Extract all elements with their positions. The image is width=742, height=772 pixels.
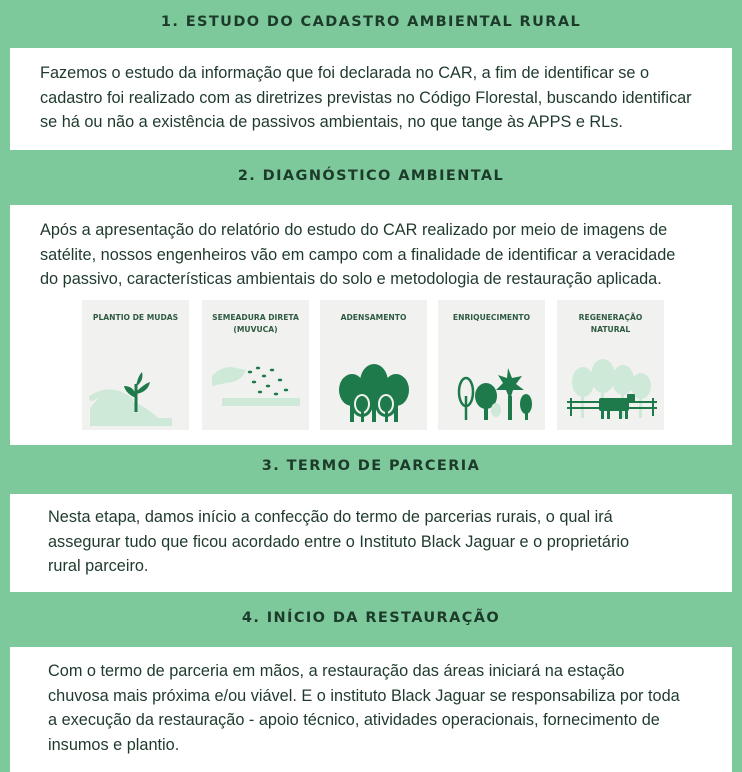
text-line: chuvosa mais próxima e/ou viável. E o instituto Black Jaguar se responsabiliza por toda <box>48 686 680 705</box>
text-line: Fazemos o estudo da informação que foi declarada no CAR, a fim de identificar se o <box>40 64 650 82</box>
natural-regeneration-icon <box>557 346 664 430</box>
text-line: insumos e plantio. <box>48 735 180 754</box>
method-label: ENRIQUECIMENTO <box>452 313 531 322</box>
method-card-enrichment <box>438 300 545 430</box>
densification-trees-icon <box>320 346 427 430</box>
section-3-text <box>48 505 702 579</box>
method-label: REGENERAÇÃO NATURAL <box>578 313 643 334</box>
section-4-heading: 4. INÍCIO DA RESTAURAÇÃO <box>241 610 501 626</box>
seedling-planting-icon <box>82 346 189 430</box>
method-card-direct-seeding <box>202 300 309 430</box>
section-2-text <box>40 218 702 292</box>
section-1-text <box>40 61 702 135</box>
method-label: SEMEADURA DIRETA (MUVUCA) <box>212 313 299 334</box>
text-line: cadastro foi realizado com as diretrizes previstas no Código Florestal, buscando identificar <box>40 88 692 107</box>
section-3-heading: 3. TERMO DE PARCERIA <box>261 458 481 474</box>
text-line: do passivo, características ambientais do solo e metodologia de restauração aplicada. <box>40 270 662 288</box>
text-line: Nesta etapa, damos início a confecção do termo de parcerias rurais, o qual irá <box>48 508 613 526</box>
method-card-seedling-planting <box>82 300 189 430</box>
text-line: rural parceiro. <box>48 557 149 575</box>
section-4-box <box>10 647 732 772</box>
text-line: se há ou não a existência de passivos ambientais, no que tange às APPS e RLs. <box>40 113 623 131</box>
text-line: a execução da restauração - apoio técnico, atividades operacionais, fornecimento de <box>48 711 660 729</box>
method-label: PLANTIO DE MUDAS <box>92 313 179 322</box>
section-2-heading: 2. DIAGNÓSTICO AMBIENTAL <box>237 168 505 184</box>
enrichment-trees-icon <box>438 346 545 430</box>
text-line: satélite, nossos engenheiros vão em campo com a finalidade de identificar a veracidade <box>40 245 676 264</box>
text-line: Com o termo de parceria em mãos, a restauração das áreas iniciará na estação <box>48 662 625 680</box>
restoration-methods <box>72 300 672 430</box>
text-line: Após a apresentação do relatório do estudo do CAR realizado por meio de imagens de <box>40 221 668 239</box>
section-1-box <box>10 48 732 150</box>
method-label: ADENSAMENTO <box>340 313 407 322</box>
direct-seeding-icon <box>202 346 309 430</box>
section-3-box <box>10 494 732 592</box>
method-card-natural-regeneration <box>557 300 664 430</box>
text-line: assegurar tudo que ficou acordado entre o Instituto Black Jaguar e o proprietário <box>48 532 630 551</box>
method-card-densification <box>320 300 427 430</box>
section-1-heading: 1. ESTUDO DO CADASTRO AMBIENTAL RURAL <box>160 14 582 30</box>
section-4-text <box>48 659 702 757</box>
